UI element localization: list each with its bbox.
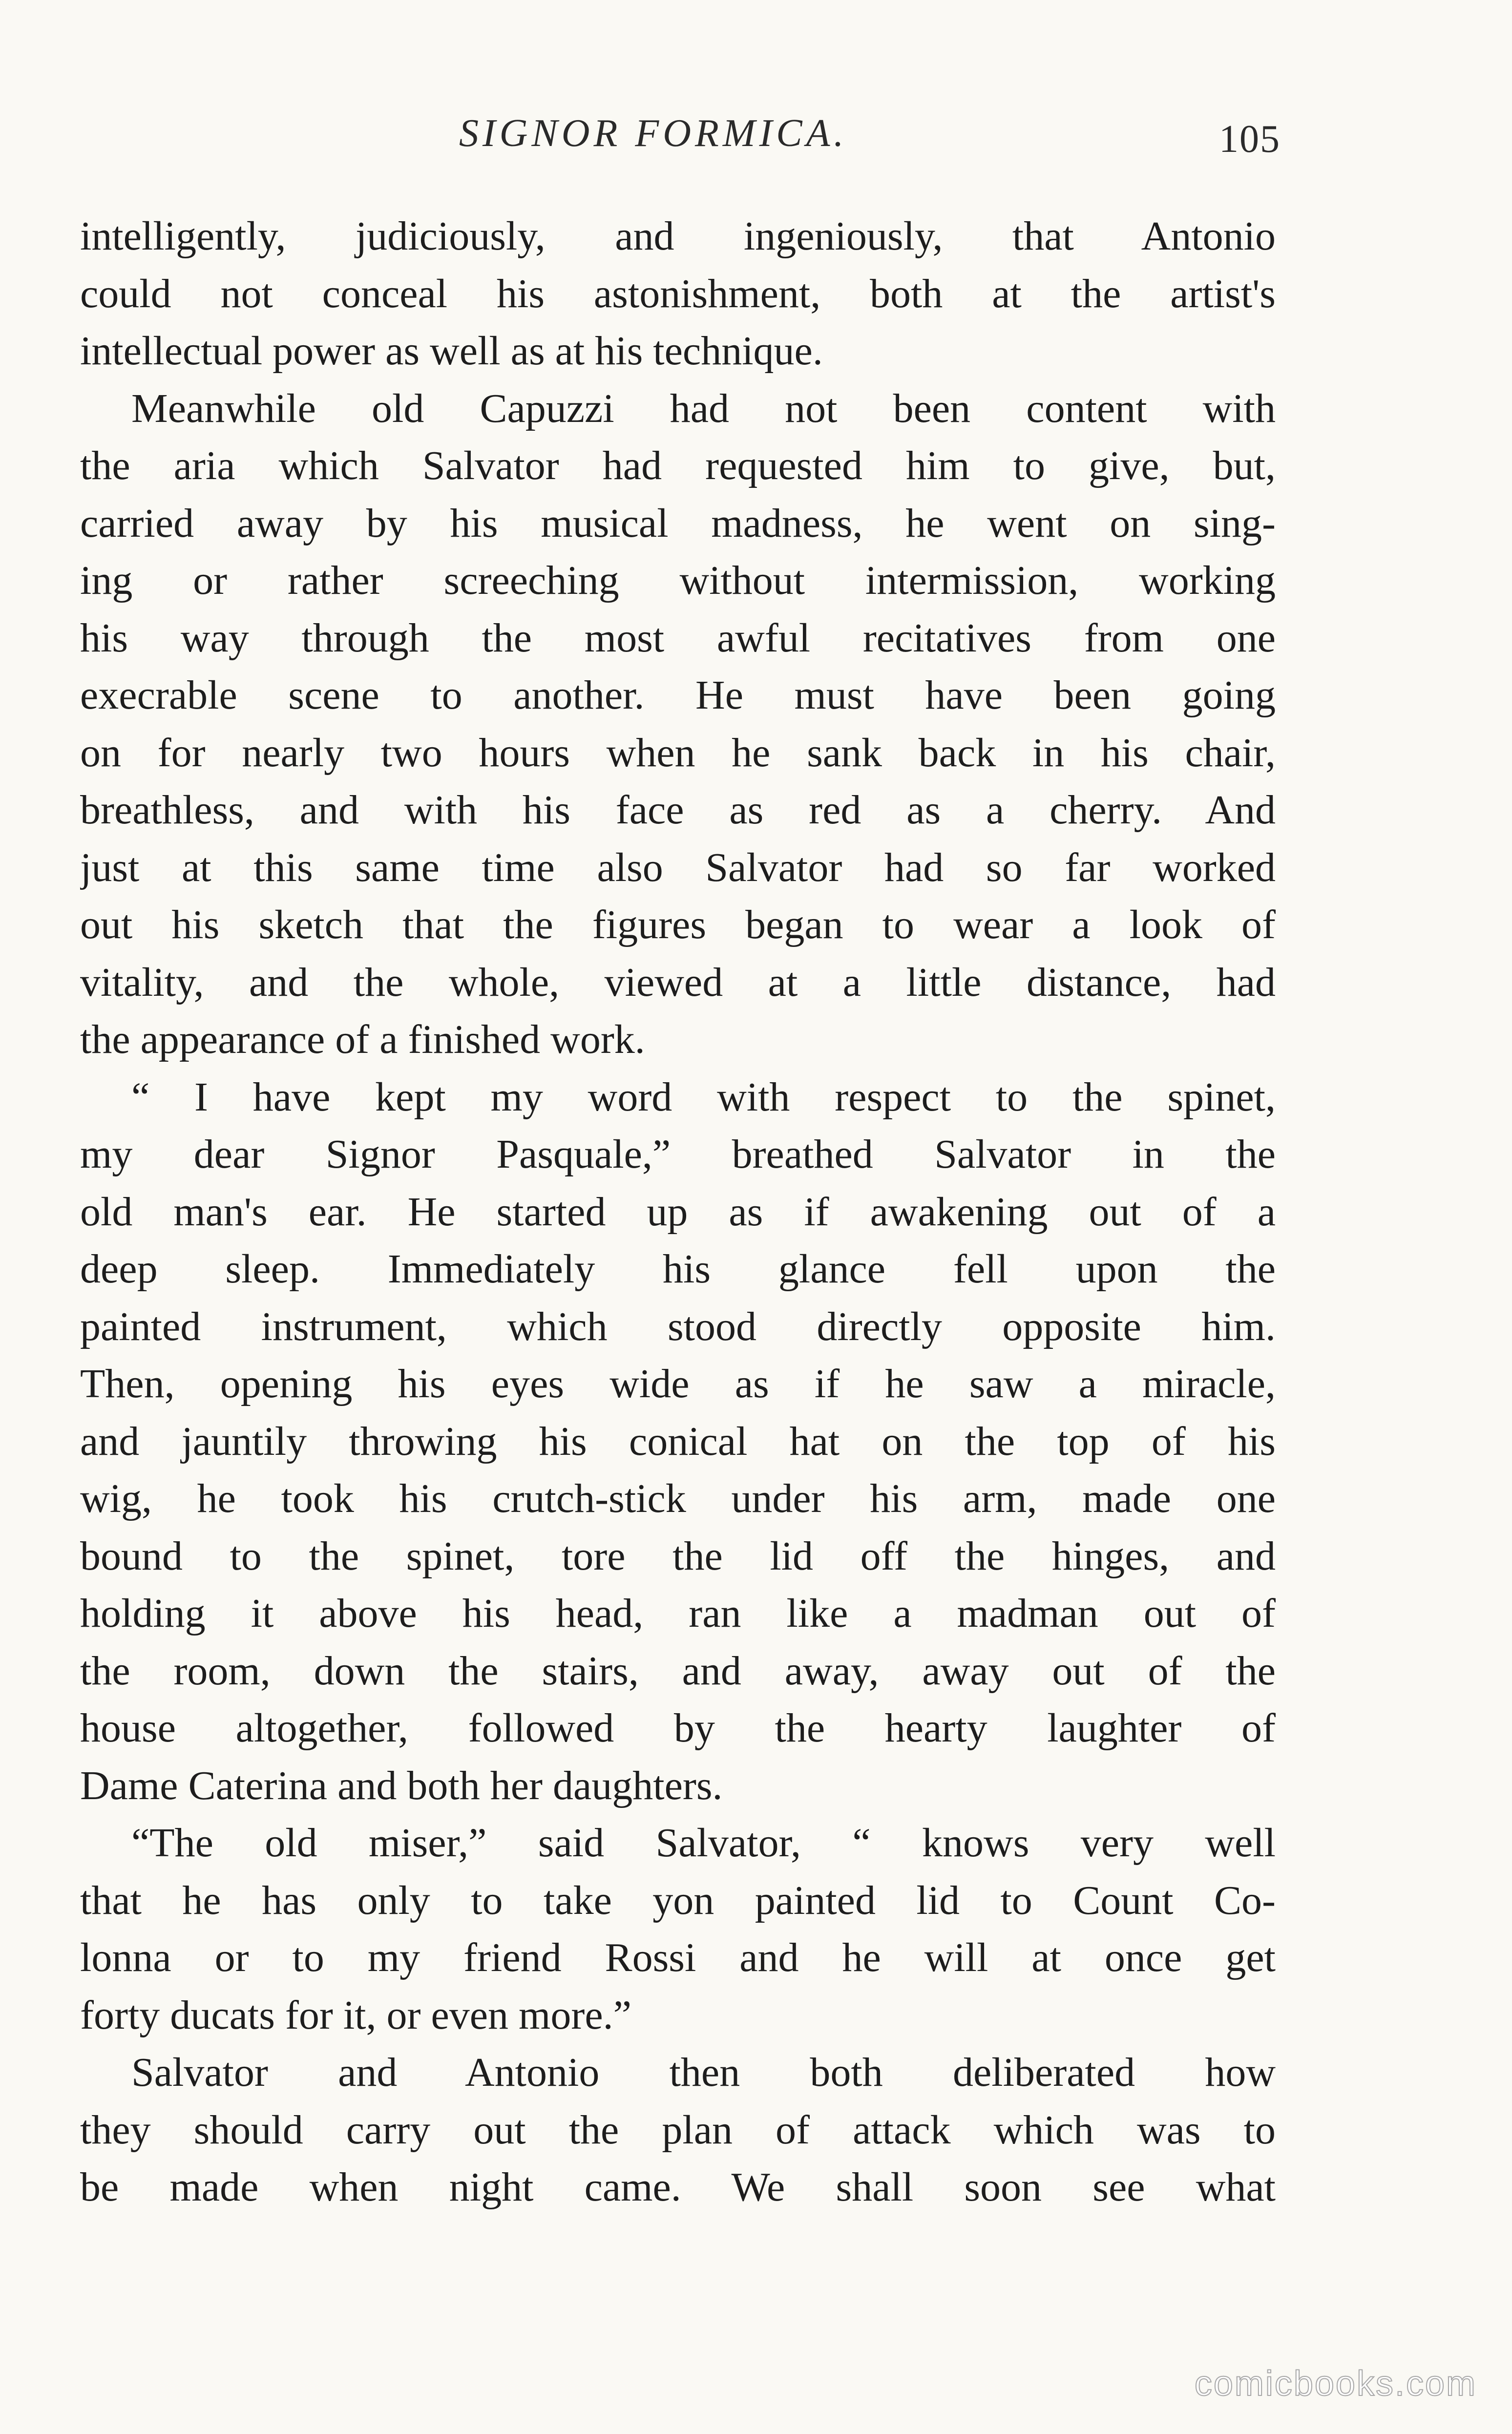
- body-text: [80, 208, 1276, 2216]
- text-line: the room, down the stairs, and away, away out of the: [80, 1648, 1276, 1694]
- text-line: holding it above his head, ran like a madman out of: [80, 1591, 1276, 1636]
- text-line: ing or rather screeching without intermission, working: [80, 558, 1276, 603]
- text-line: intelligently, judiciously, and ingeniously, that Antonio: [80, 213, 1276, 259]
- text-line: Then, opening his eyes wide as if he saw a miracle,: [80, 1361, 1276, 1406]
- text-line: the appearance of a finished work.: [80, 1017, 645, 1062]
- text-line: deep sleep. Immediately his glance fell upon the: [80, 1246, 1276, 1292]
- text-line: execrable scene to another. He must have been going: [80, 672, 1276, 718]
- text-line: Dame Caterina and both her daughters.: [80, 1763, 723, 1808]
- text-line: his way through the most awful recitatives from one: [80, 615, 1276, 661]
- text-line: wig, he took his crutch-stick under his arm, made one: [80, 1476, 1276, 1521]
- text-line: they should carry out the plan of attack which was to: [80, 2107, 1276, 2153]
- text-line: “The old miser,” said Salvator, “ knows very well: [131, 1820, 1276, 1866]
- text-line: house altogether, followed by the hearty laughter of: [80, 1705, 1276, 1751]
- text-line: the aria which Salvator had requested him to give, but,: [80, 443, 1276, 488]
- text-line: could not conceal his astonishment, both at the artist's: [80, 271, 1276, 316]
- text-line: lonna or to my friend Rossi and he will at once get: [80, 1935, 1276, 1980]
- text-line: just at this same time also Salvator had so far worked: [80, 844, 1276, 890]
- text-line: forty ducats for it, or even more.”: [80, 1992, 631, 2038]
- text-line: vitality, and the whole, viewed at a little distance, had: [80, 959, 1276, 1005]
- text-line: that he has only to take yon painted lid to Count Co-: [80, 1877, 1276, 1923]
- text-line: painted instrument, which stood directly opposite him.: [80, 1303, 1276, 1349]
- text-line: old man's ear. He started up as if awakening out of a: [80, 1189, 1276, 1235]
- text-line: on for nearly two hours when he sank back in his chair,: [80, 730, 1276, 776]
- text-line: bound to the spinet, tore the lid off the hinges, and: [80, 1533, 1276, 1579]
- text-line: intellectual power as well as at his technique.: [80, 328, 823, 374]
- watermark: comicbooks.com: [1194, 2364, 1477, 2403]
- text-line: be made when night came. We shall soon see what: [80, 2164, 1276, 2210]
- text-line: Salvator and Antonio then both deliberated how: [131, 2050, 1276, 2095]
- text-line: my dear Signor Pasquale,” breathed Salvator in the: [80, 1132, 1276, 1177]
- text-line: and jauntily throwing his conical hat on the top of his: [80, 1418, 1276, 1464]
- text-line: “ I have kept my word with respect to the spinet,: [131, 1074, 1276, 1120]
- running-head: SIGNOR FORMICA.: [459, 112, 848, 155]
- text-line: breathless, and with his face as red as a cherry. And: [80, 787, 1276, 833]
- text-line: carried away by his musical madness, he went on sing-: [80, 500, 1276, 546]
- page-number: 105: [1219, 118, 1281, 161]
- text-line: Meanwhile old Capuzzi had not been content with: [131, 385, 1276, 431]
- text-line: out his sketch that the figures began to wear a look of: [80, 902, 1276, 947]
